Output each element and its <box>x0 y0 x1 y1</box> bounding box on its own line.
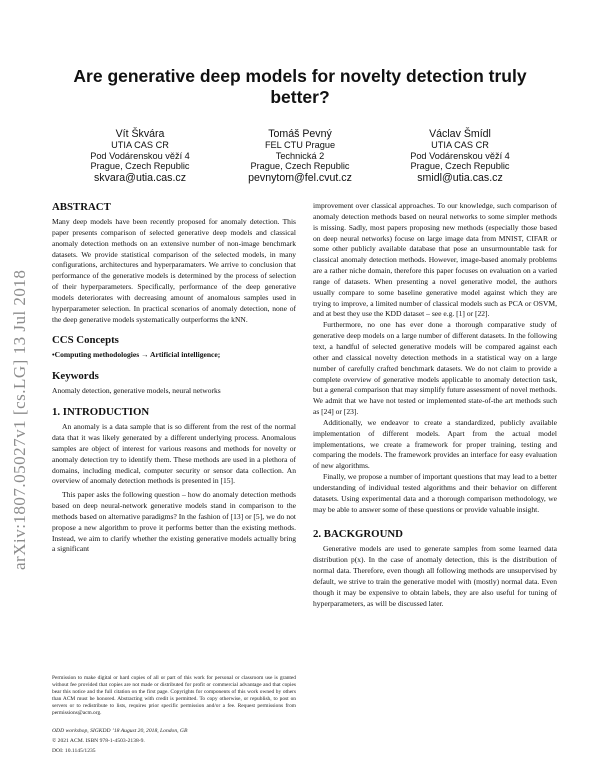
author-name: Vít Škvára <box>115 128 165 140</box>
right-column <box>313 201 557 610</box>
paper-title: Are generative deep models for novelty detection truly better? <box>73 66 527 107</box>
author-address: Pod Vodárenskou věží 4 <box>410 150 510 161</box>
ccs-text: •Computing methodologies → Artificial intelligence; <box>52 350 221 360</box>
right-paragraph-2: Furthermore, no one has ever done a thorough comparative study of generative deep models on a large number of different datasets. In the following text, a handful of selected generative models will be compared against each other and classical novelty detection methods in a statistical way on a large number of carefully crafted benchmark datasets. We do not claim to provide a complete overview of generative models applicable to anomaly detection task, but a general comparison that may simplify future assessment of novel methods. We admit that we have not tested or implemented state-of-the art methods such as [24] or [23]. <box>313 320 557 417</box>
ccs-heading: CCS Concepts <box>52 334 119 347</box>
author-3 <box>380 128 540 184</box>
keywords-text: Anomaly detection, generative models, neural networks <box>52 386 221 396</box>
author-name: Václav Šmídl <box>429 128 491 140</box>
author-city: Prague, Czech Republic <box>250 161 350 172</box>
arxiv-stamp: arXiv:1807.05027v1 [cs.LG] 13 Jul 2018 <box>10 269 29 570</box>
author-2 <box>220 128 380 184</box>
author-address: Pod Vodárenskou věží 4 <box>90 150 190 161</box>
left-column <box>52 201 296 555</box>
author-email[interactable]: skvara@utia.cas.cz <box>93 171 186 184</box>
doi-line: DOI: 10.1145/1235 <box>52 748 96 754</box>
intro-paragraph-1: An anomaly is a data sample that is so different from the rest of the normal data that it was likely generated by a different underlying process. Anomalous samples are object of interest for various reasons and methods for novelty or anomaly detection try to identify them. These methods are used in a plethora of domains, including medical, computer security or sensor data collection. An overview of anomaly detection methods is presented in [15]. <box>52 422 296 486</box>
author-block <box>60 128 540 192</box>
keywords-heading: Keywords <box>52 370 99 383</box>
intro-paragraph-2: This paper asks the following question – how do anomaly detection methods based on deep neural-network generative models stand in comparison to the methods based on alternative paradigms? In the fashion of [13] or [5], we do not propose a new algorithm to prove it performs better than the existing methods. Instead, we aim to clarify whether the existing generative models actually bring a significant <box>52 490 296 554</box>
author-1 <box>60 128 220 184</box>
author-email[interactable]: smidl@utia.cas.cz <box>417 171 503 184</box>
author-email[interactable]: pevnytom@fel.cvut.cz <box>248 171 352 184</box>
author-city: Prague, Czech Republic <box>90 161 190 172</box>
right-paragraph-4: Finally, we propose a number of important questions that may lead to a better understanding of individual tested algorithms and their behavior on different datasets. Using experimental data and a thorough comparison methodology, we may be able to answer some of these questions or provide valuable insight. <box>313 472 557 514</box>
author-city: Prague, Czech Republic <box>410 161 510 172</box>
right-paragraph-3: Additionally, we endeavor to create a standardized, publicly available implementation of different models. Apart from the actual model implementations, we create a framework for proper training, testing and comparing the models. The framework provides an interface for easy evaluation of new algorithms. <box>313 417 557 471</box>
copyright-line: © 2021 ACM. ISBN 978-1-4503-2138-9. <box>52 738 145 744</box>
permission-notice: Permission to make digital or hard copies of all or part of this work for personal or classroom use is granted without fee provided that copies are not made or distributed for profit or commercial advantage and that copies bear this notice and the full citation on the first page. Copyrights for components of this work owned by others than ACM must be honored. Abstracting with credit is permitted. To copy otherwise, or republish, to post on servers or to redistribute to lists, requires prior specific permission and/or a fee. Request permissions from permissions@acm.org. <box>52 675 296 716</box>
author-affiliation: UTIA CAS CR <box>431 140 489 150</box>
background-paragraph-1: Generative models are used to generate samples from some learned data distribution p(x). In the case of anomaly detection, this is the distribution of normal data. Therefore, even though all following methods are unsupervised by default, we strive to train the generative model with (mostly) normal data. Even though it may be expensive to obtain labels, they are also useful for tuning of hyperparameters, as will be discussed later. <box>313 544 557 608</box>
right-paragraph-1: improvement over classical approaches. To our knowledge, such comparison of anomaly detection methods based on neural networks to some simpler methods is missing. Sadly, most papers proposing new methods (especially those based on deep neural networks) focuse on large image data from MNIST, CIFAR or some other publicly available database that pose an unsurmountable task for classical anomaly detection methods. However, image-based anomaly problems are a rather niche domain, therefore this paper focuses on evaluation on a varied range of datasets. When presenting a novel generative model, the authors usually compare to some baseline generative model against which they are trying to improve, a limited number of classical models such as PCA or OSVM, and at best they use the KDD dataset – see e.g. [1] or [22]. <box>313 201 557 319</box>
author-name: Tomáš Pevný <box>268 128 332 140</box>
author-affiliation: FEL CTU Prague <box>264 140 336 150</box>
author-address: Technická 2 <box>275 150 325 161</box>
abstract-text: Many deep models have been recently proposed for anomaly detection. This paper presents comparison of selected generative deep models and classical anomaly detection methods on an extensive number of non-image benchmark datasets. We provide statistical comparison of the selected models, in many configurations, architectures and hyperparamaters. We arrive to conclusion that performance of the generative models is determined by the process of selection of their hyperparameters. Specifically, performance of the deep generative models deteriorates with decreasing amount of anomalous samples used in hyperparameter selection. In practical scenarios of anomaly detection, none of the deep generative models systematically outperforms the kNN. <box>52 217 296 324</box>
author-affiliation: UTIA CAS CR <box>111 140 169 150</box>
venue-line: ODD workshop, SIGKDD ’18 August 20, 2018, London, GB <box>52 728 188 734</box>
background-heading: 2. BACKGROUND <box>313 528 403 541</box>
abstract-heading: ABSTRACT <box>52 201 111 213</box>
introduction-heading: 1. INTRODUCTION <box>52 406 150 419</box>
